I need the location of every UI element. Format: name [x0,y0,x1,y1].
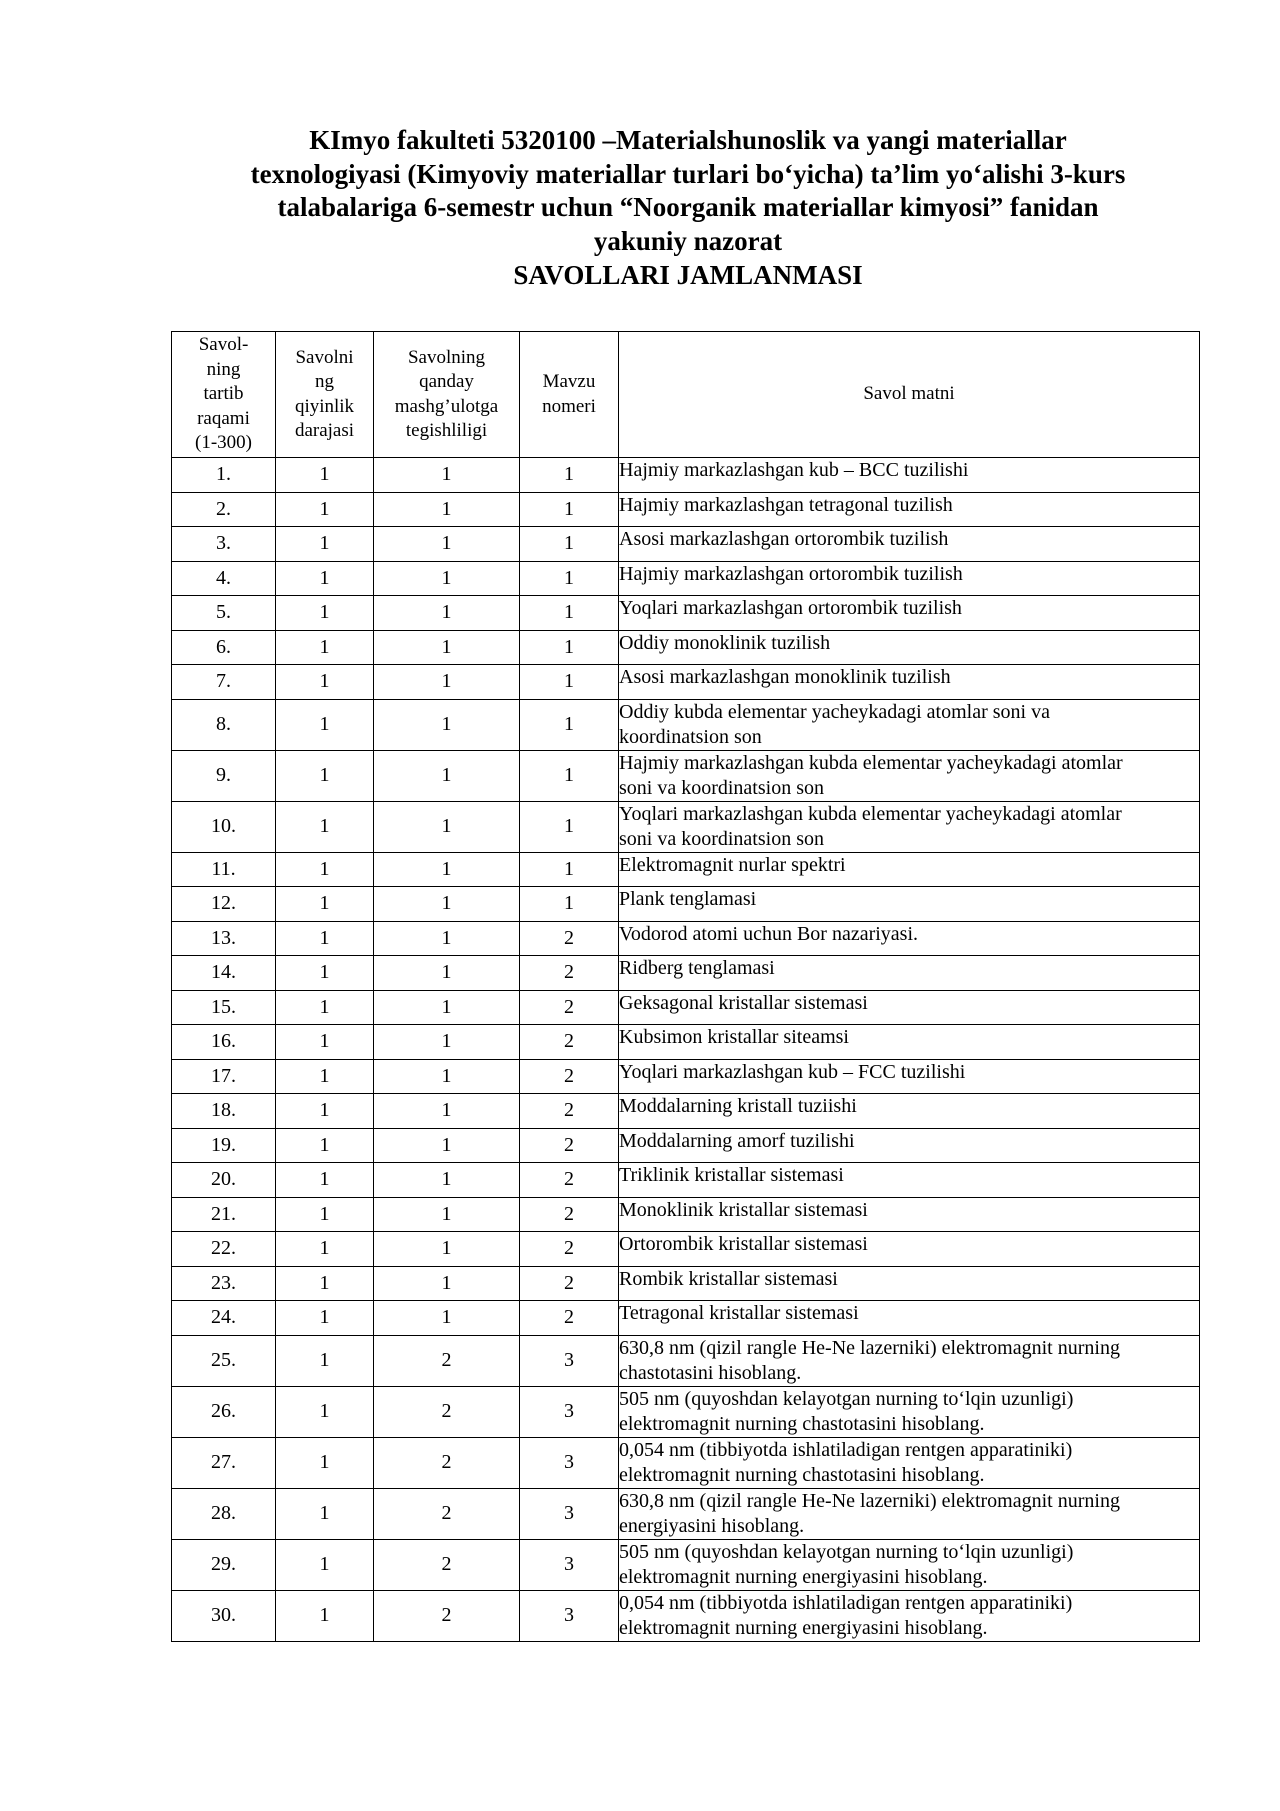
cell-question-text [619,596,1200,631]
question-text-line: Asosi markazlashgan ortorombik tuzilish [619,528,949,550]
cell-difficulty: 1 [276,1335,374,1386]
cell-difficulty: 1 [276,665,374,700]
cell-number: 1. [172,458,276,493]
question-text-line: Yoqlari markazlashgan kubda elementar yacheykadagi atomlar [619,802,1122,825]
cell-question-text [619,527,1200,562]
question-text-line: Vodorod atomi uchun Bor nazariyasi. [619,922,919,945]
cell-number: 22. [172,1232,276,1267]
cell-topic: 2 [520,1301,619,1336]
cell-difficulty: 1 [276,1539,374,1590]
cell-topic: 1 [520,750,619,801]
cell-topic: 1 [520,852,619,887]
cell-session: 1 [374,527,520,562]
cell-question-text [619,1437,1200,1488]
cell-number: 10. [172,801,276,852]
cell-session: 1 [374,956,520,991]
table-row [172,750,1200,801]
question-text-line: Yoqlari markazlashgan kub – FCC tuzilishi [619,1060,966,1083]
question-text-line: chastotasini hisoblang. [619,1361,802,1384]
table-row [172,1197,1200,1232]
cell-difficulty: 1 [276,1590,374,1641]
header-question-text: Savol matni [619,332,1200,458]
cell-session: 1 [374,630,520,665]
table-row [172,527,1200,562]
cell-topic: 1 [520,492,619,527]
title-line: talabalariga 6-semestr uchun “Noorganik materiallar kimyosi” fanidan [277,192,1099,222]
question-text-line: Hajmiy markazlashgan kubda elementar yacheykadagi atomlar [619,751,1123,774]
question-text-line: Monoklinik kristallar sistemasi [619,1198,868,1221]
cell-number: 29. [172,1539,276,1590]
cell-number: 8. [172,699,276,750]
cell-difficulty: 1 [276,596,374,631]
table-row [172,561,1200,596]
cell-question-text [619,1488,1200,1539]
cell-topic: 2 [520,990,619,1025]
header-number: Savol- ning tartib raqami (1-300) [172,332,276,458]
cell-question-text [619,1539,1200,1590]
cell-difficulty: 1 [276,699,374,750]
cell-question-text [619,1590,1200,1641]
cell-session: 1 [374,1301,520,1336]
cell-topic: 3 [520,1539,619,1590]
table-row [172,699,1200,750]
title-line: texnologiyasi (Kimyoviy materiallar turlari bo‘yicha) ta’lim yo‘alishi 3-kurs [250,158,1126,189]
cell-topic: 1 [520,561,619,596]
cell-difficulty: 1 [276,990,374,1025]
question-text-line: Ridberg tenglamasi [619,957,775,979]
cell-topic: 2 [520,1197,619,1232]
table-row [172,1163,1200,1198]
cell-difficulty: 1 [276,630,374,665]
question-text-line: Oddiy monoklinik tuzilish [619,631,831,654]
cell-difficulty: 1 [276,852,374,887]
question-text-line: elektromagnit nurning chastotasini hisoblang. [619,1463,985,1486]
table-row [172,458,1200,493]
question-text-line: Moddalarning amorf tuzilishi [619,1129,855,1152]
cell-topic: 2 [520,1266,619,1301]
cell-session: 1 [374,990,520,1025]
table-row [172,956,1200,991]
cell-session: 1 [374,887,520,922]
cell-question-text [619,561,1200,596]
table-row [172,1025,1200,1060]
cell-number: 7. [172,665,276,700]
title-line: KImyo fakulteti 5320100 –Materialshunoslik va yangi materiallar [309,125,1067,155]
question-text-line: energiyasini hisoblang. [619,1514,805,1537]
cell-question-text [619,1301,1200,1336]
question-text-line: Rombik kristallar sistemasi [619,1267,838,1290]
cell-question-text [619,492,1200,527]
cell-difficulty: 1 [276,527,374,562]
cell-session: 1 [374,458,520,493]
cell-topic: 2 [520,956,619,991]
cell-question-text [619,458,1200,493]
header-topic: Mavzu nomeri [520,332,619,458]
cell-topic: 1 [520,527,619,562]
document-title [150,124,1226,293]
cell-question-text [619,630,1200,665]
questions-table [171,331,1200,1642]
cell-number: 17. [172,1059,276,1094]
question-text-line: Moddalarning kristall tuziishi [619,1095,857,1117]
question-text-line: Plank tenglamasi [619,888,757,910]
cell-question-text [619,956,1200,991]
question-text-line: Oddiy kubda elementar yacheykadagi atomlar soni va [619,700,1050,723]
table-body [172,458,1200,1642]
cell-difficulty: 1 [276,492,374,527]
cell-topic: 1 [520,665,619,700]
cell-number: 14. [172,956,276,991]
question-text-line: elektromagnit nurning energiyasini hisoblang. [619,1616,988,1639]
cell-session: 1 [374,852,520,887]
cell-topic: 3 [520,1386,619,1437]
header-session: Savolning qanday mashg’ulotga tegishliligi [374,332,520,458]
question-text-line: elektromagnit nurning energiyasini hisoblang. [619,1565,988,1588]
cell-number: 4. [172,561,276,596]
cell-session: 1 [374,1059,520,1094]
cell-question-text [619,887,1200,922]
cell-number: 24. [172,1301,276,1336]
cell-difficulty: 1 [276,956,374,991]
cell-topic: 1 [520,887,619,922]
cell-difficulty: 1 [276,1197,374,1232]
table-row [172,1301,1200,1336]
cell-session: 1 [374,1128,520,1163]
table-row [172,1539,1200,1590]
cell-topic: 2 [520,1094,619,1129]
cell-number: 5. [172,596,276,631]
cell-topic: 1 [520,458,619,493]
table-row [172,1386,1200,1437]
question-text-line: Hajmiy markazlashgan kub – BCC tuzilishi [619,459,969,481]
cell-question-text [619,1163,1200,1198]
cell-question-text [619,665,1200,700]
question-text-line: 630,8 nm (qizil rangle He-Ne lazerniki) elektromagnit nurning [619,1336,1120,1359]
table-row [172,921,1200,956]
cell-question-text [619,1197,1200,1232]
table-row [172,665,1200,700]
cell-difficulty: 1 [276,561,374,596]
cell-question-text [619,990,1200,1025]
cell-session: 2 [374,1437,520,1488]
cell-session: 2 [374,1539,520,1590]
cell-number: 12. [172,887,276,922]
cell-session: 1 [374,699,520,750]
cell-topic: 2 [520,1232,619,1267]
cell-session: 1 [374,1232,520,1267]
cell-topic: 2 [520,1163,619,1198]
cell-session: 1 [374,1094,520,1129]
cell-session: 1 [374,561,520,596]
question-text-line: Tetragonal kristallar sistemasi [619,1302,859,1324]
cell-number: 13. [172,921,276,956]
cell-difficulty: 1 [276,921,374,956]
question-text-line: soni va koordinatsion son [619,827,824,850]
cell-topic: 2 [520,1059,619,1094]
cell-question-text [619,801,1200,852]
table-row [172,492,1200,527]
cell-difficulty: 1 [276,801,374,852]
cell-question-text [619,699,1200,750]
cell-question-text [619,1128,1200,1163]
question-text-line: 505 nm (quyoshdan kelayotgan nurning to‘lqin uzunligi) [619,1387,1074,1410]
cell-session: 2 [374,1590,520,1641]
cell-difficulty: 1 [276,1128,374,1163]
question-text-line: Geksagonal kristallar sistemasi [619,991,868,1014]
cell-question-text [619,750,1200,801]
cell-session: 1 [374,750,520,801]
question-text-line: Hajmiy markazlashgan ortorombik tuzilish [619,562,963,585]
cell-difficulty: 1 [276,1266,374,1301]
cell-difficulty: 1 [276,1025,374,1060]
cell-difficulty: 1 [276,1163,374,1198]
table-row [172,852,1200,887]
question-text-line: Ortorombik kristallar sistemasi [619,1233,868,1255]
table-row [172,1590,1200,1641]
cell-difficulty: 1 [276,458,374,493]
cell-number: 15. [172,990,276,1025]
cell-difficulty: 1 [276,1301,374,1336]
cell-difficulty: 1 [276,887,374,922]
cell-question-text [619,1266,1200,1301]
question-text-line: 0,054 nm (tibbiyotda ishlatiladigan rentgen apparatiniki) [619,1438,1073,1461]
cell-number: 23. [172,1266,276,1301]
title-line: yakuniy nazorat [593,225,783,256]
cell-difficulty: 1 [276,1059,374,1094]
cell-number: 28. [172,1488,276,1539]
cell-question-text [619,1232,1200,1267]
question-text-line: Elektromagnit nurlar spektri [619,853,846,876]
question-text-line: soni va koordinatsion son [619,776,824,799]
cell-session: 1 [374,801,520,852]
cell-number: 21. [172,1197,276,1232]
cell-number: 3. [172,527,276,562]
cell-question-text [619,921,1200,956]
table-row [172,990,1200,1025]
cell-topic: 3 [520,1488,619,1539]
question-text-line: Asosi markazlashgan monoklinik tuzilish [619,666,951,688]
cell-number: 18. [172,1094,276,1129]
table-row [172,1266,1200,1301]
cell-number: 20. [172,1163,276,1198]
question-text-line: 630,8 nm (qizil rangle He-Ne lazerniki) elektromagnit nurning [619,1489,1120,1512]
question-text-line: koordinatsion son [619,725,762,748]
cell-number: 30. [172,1590,276,1641]
cell-question-text [619,1386,1200,1437]
cell-question-text [619,1059,1200,1094]
document-subtitle: SAVOLLARI JAMLANMASI [513,260,863,290]
cell-topic: 3 [520,1590,619,1641]
table-row [172,1128,1200,1163]
cell-topic: 1 [520,699,619,750]
table-row [172,1437,1200,1488]
cell-number: 9. [172,750,276,801]
table-row [172,1059,1200,1094]
cell-difficulty: 1 [276,1488,374,1539]
cell-topic: 2 [520,1128,619,1163]
cell-number: 2. [172,492,276,527]
question-text-line: Kubsimon kristallar siteamsi [619,1026,849,1048]
cell-session: 2 [374,1488,520,1539]
cell-question-text [619,1335,1200,1386]
table-row [172,887,1200,922]
cell-topic: 1 [520,630,619,665]
cell-difficulty: 1 [276,1094,374,1129]
table-row [172,630,1200,665]
table-row [172,596,1200,631]
question-text-line: 0,054 nm (tibbiyotda ishlatiladigan rentgen apparatiniki) [619,1591,1073,1614]
cell-difficulty: 1 [276,1386,374,1437]
cell-question-text [619,852,1200,887]
question-text-line: Triklinik kristallar sistemasi [619,1164,844,1186]
cell-difficulty: 1 [276,1232,374,1267]
cell-topic: 3 [520,1437,619,1488]
cell-session: 1 [374,665,520,700]
question-text-line: elektromagnit nurning chastotasini hisoblang. [619,1412,985,1435]
cell-session: 1 [374,1025,520,1060]
cell-topic: 2 [520,921,619,956]
table-row [172,801,1200,852]
cell-question-text [619,1094,1200,1129]
cell-session: 2 [374,1335,520,1386]
cell-session: 1 [374,1266,520,1301]
table-row [172,1094,1200,1129]
cell-number: 19. [172,1128,276,1163]
cell-session: 1 [374,921,520,956]
cell-number: 16. [172,1025,276,1060]
cell-session: 1 [374,596,520,631]
cell-session: 1 [374,492,520,527]
cell-topic: 1 [520,596,619,631]
cell-difficulty: 1 [276,750,374,801]
table-row [172,1232,1200,1267]
cell-difficulty: 1 [276,1437,374,1488]
cell-number: 27. [172,1437,276,1488]
cell-topic: 1 [520,801,619,852]
question-text-line: 505 nm (quyoshdan kelayotgan nurning to‘lqin uzunligi) [619,1540,1074,1563]
cell-number: 25. [172,1335,276,1386]
cell-number: 6. [172,630,276,665]
cell-topic: 2 [520,1025,619,1060]
table-row [172,1335,1200,1386]
question-text-line: Yoqlari markazlashgan ortorombik tuzilish [619,597,962,619]
table-row [172,1488,1200,1539]
cell-question-text [619,1025,1200,1060]
header-difficulty: Savolni ng qiyinlik darajasi [276,332,374,458]
cell-session: 1 [374,1163,520,1198]
cell-number: 11. [172,852,276,887]
cell-session: 2 [374,1386,520,1437]
cell-session: 1 [374,1197,520,1232]
table-header-row [172,332,1200,458]
cell-topic: 3 [520,1335,619,1386]
question-text-line: Hajmiy markazlashgan tetragonal tuzilish [619,493,953,516]
cell-number: 26. [172,1386,276,1437]
